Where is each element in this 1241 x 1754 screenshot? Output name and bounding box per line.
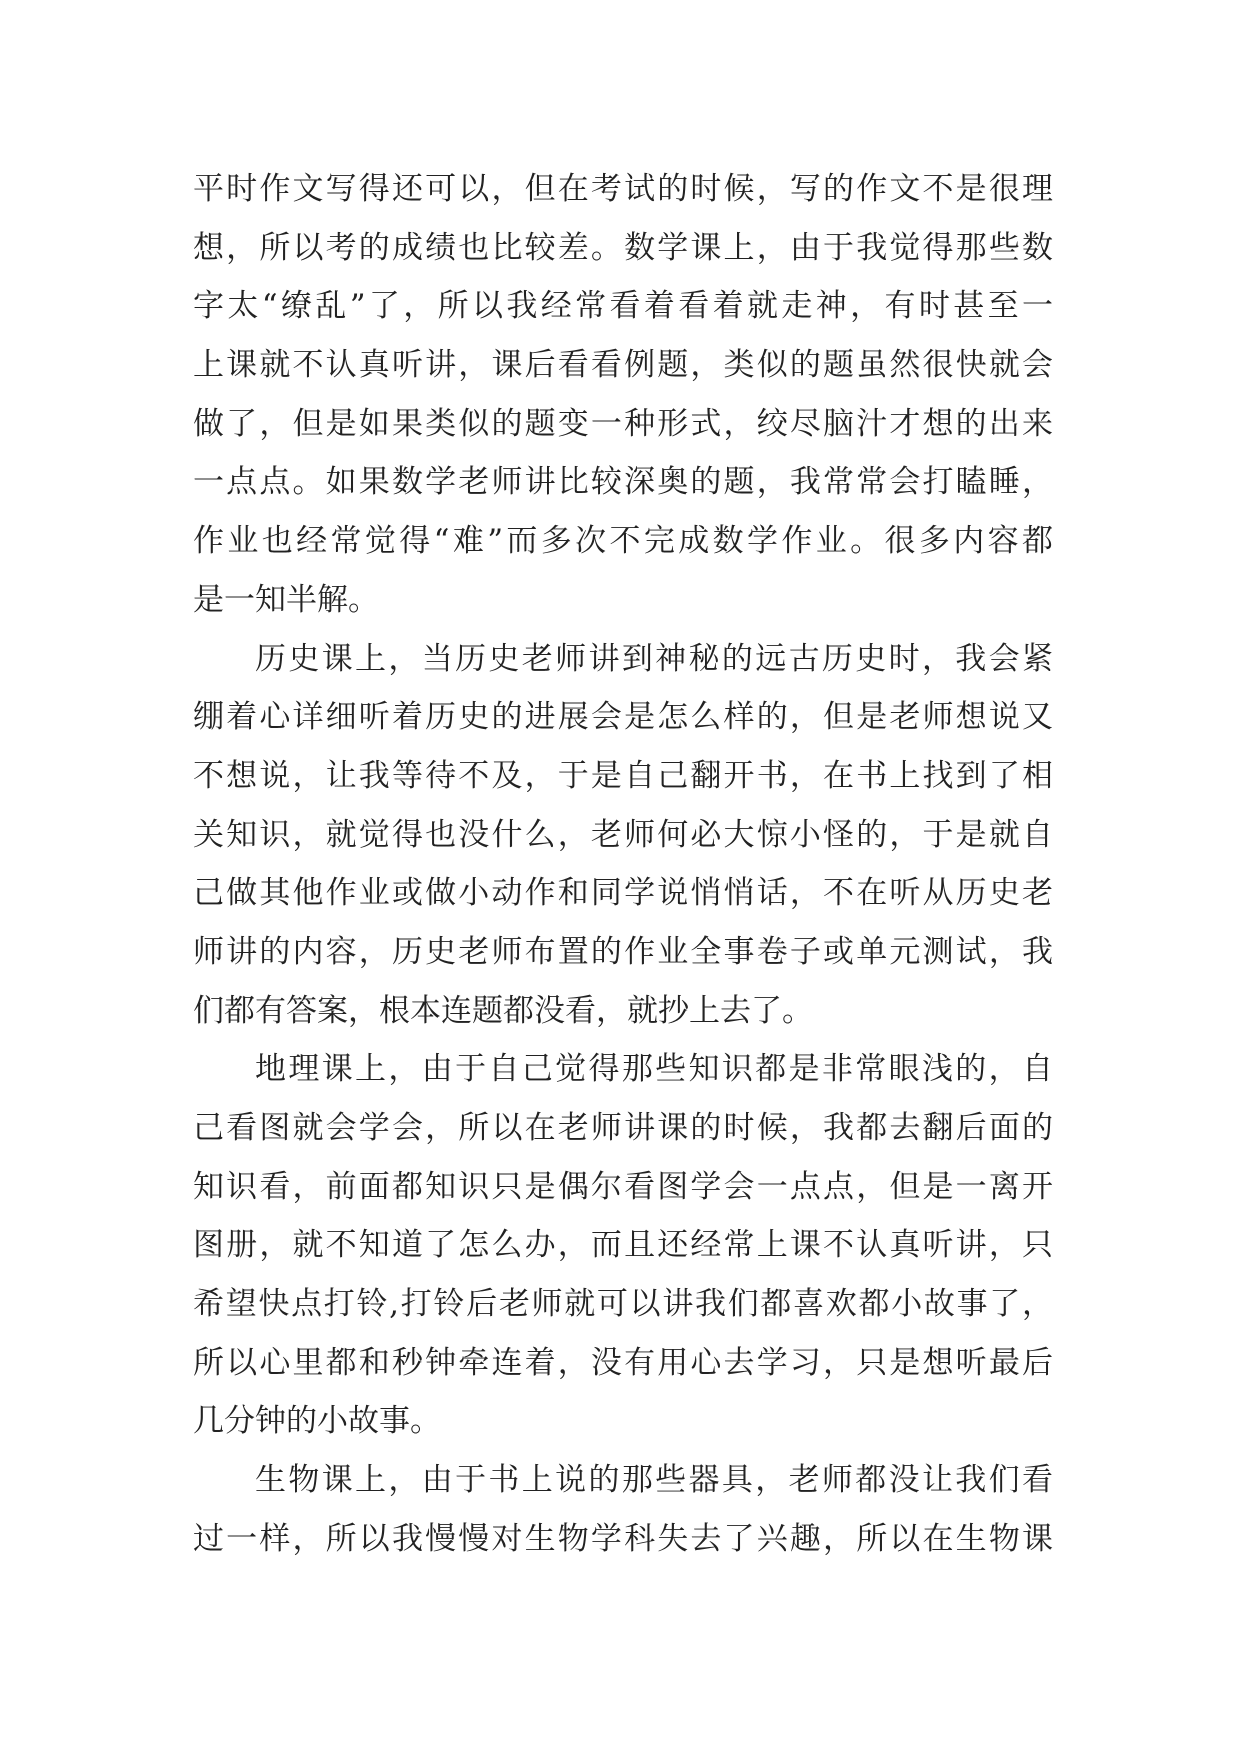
text-line: 不想说，让我等待不及，于是自己翻开书，在书上找到了相 [193, 757, 1053, 794]
text-line: 图册，就不知道了怎么办，而且还经常上课不认真听讲，只 [193, 1227, 1053, 1264]
text-line: 作业也经常觉得“难”而多次不完成数学作业。很多内容都 [193, 523, 1053, 560]
paragraph-first-line: 历史课上，当历史老师讲到神秘的远古历史时，我会紧 [255, 640, 1053, 677]
text-line: 己做其他作业或做小动作和同学说悄悄话，不在听从历史老 [193, 875, 1053, 912]
text-line: 们都有答案，根本连题都没看，就抄上去了。 [193, 992, 813, 1029]
text-line: 想，所以考的成绩也比较差。数学课上，由于我觉得那些数 [193, 229, 1053, 266]
document-body [193, 160, 1053, 1569]
text-line: 希望快点打铃,打铃后老师就可以讲我们都喜欢都小故事了， [193, 1286, 1053, 1323]
paragraph-first-line: 地理课上，由于自己觉得那些知识都是非常眼浅的，自 [255, 1051, 1053, 1088]
paragraph-first-line: 生物课上，由于书上说的那些器具，老师都没让我们看 [255, 1462, 1053, 1499]
text-line: 平时作文写得还可以，但在考试的时候，写的作文不是很理 [193, 171, 1053, 207]
text-line: 己看图就会学会，所以在老师讲课的时候，我都去翻后面的 [193, 1110, 1053, 1146]
text-line: 过一样，所以我慢慢对生物学科失去了兴趣，所以在生物课 [193, 1520, 1053, 1557]
text-line: 绷着心详细听着历史的进展会是怎么样的，但是老师想说又 [193, 699, 1053, 736]
text-line: 知识看，前面都知识只是偶尔看图学会一点点，但是一离开 [193, 1168, 1053, 1205]
text-line: 所以心里都和秒钟牵连着，没有用心去学习，只是想听最后 [193, 1344, 1053, 1381]
text-line: 师讲的内容，历史老师布置的作业全事卷子或单元测试，我 [193, 933, 1053, 970]
text-line: 字太“缭乱”了，所以我经常看着看着就走神，有时甚至一 [193, 288, 1053, 325]
text-line: 一点点。如果数学老师讲比较深奥的题，我常常会打瞌睡， [193, 464, 1053, 501]
text-line: 是一知半解。 [193, 581, 379, 618]
text-line: 上课就不认真听讲，课后看看例题，类似的题虽然很快就会 [193, 347, 1053, 384]
text-line: 关知识，就觉得也没什么，老师何必大惊小怪的，于是就自 [193, 816, 1053, 853]
text-line: 几分钟的小故事。 [193, 1403, 441, 1440]
text-line: 做了，但是如果类似的题变一种形式，绞尽脑汁才想的出来 [193, 405, 1053, 442]
